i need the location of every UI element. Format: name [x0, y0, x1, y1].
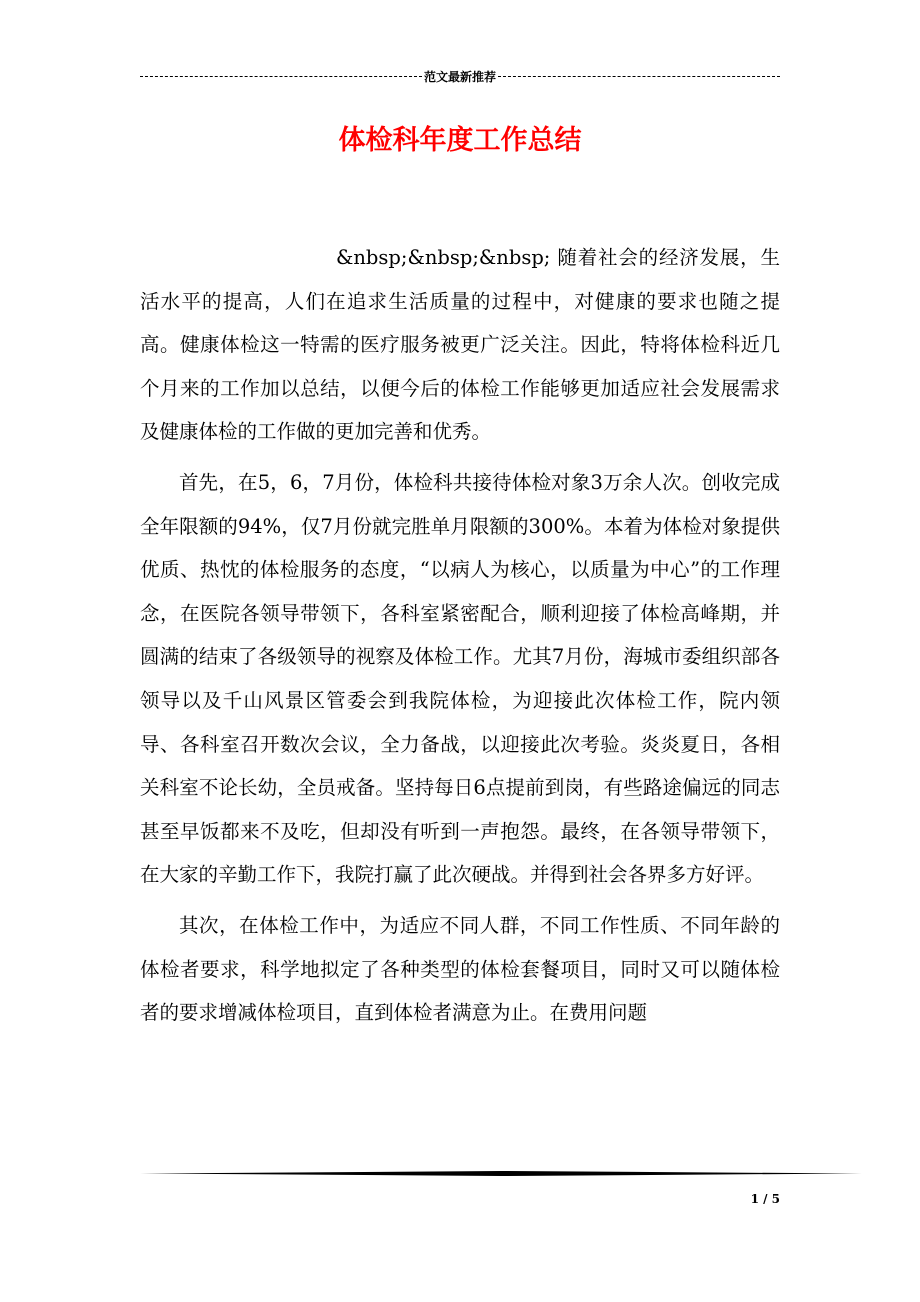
paragraph-2: 首先，在5，6，7月份，体检科共接待体检对象3万余人次。创收完成全年限额的94%，仅7月份就完胜单月限额的300%。本着为体检对象提供优质、热忱的体检服务的态度，“以病人为核心，以质量为中心”的工作理念，在医院各领导带领下，各科室紧密配合，顺利迎接了体检高峰期，并圆满的结束了各级领导的视察及体检工作。尤其7月份，海城市委组织部各领导以及千山风景区管委会到我院体检，为迎接此次体检工作，院内领导、各科室召开数次会议，全力备战，以迎接此次考验。炎炎夏日，各相关科室不论长幼，全员戒备。坚持每日6点提前到岗，有些路途偏远的同志甚至早饭都来不及吃，但却没有听到一声抱怨。最终，在各领导带领下，在大家的辛勤工作下，我院打赢了此次硬战。并得到社会各界多方好评。: [140, 470, 780, 887]
footer-rule: [140, 1171, 862, 1176]
document-title: 体检科年度工作总结: [338, 125, 582, 156]
header-label: 范文最新推荐: [424, 69, 497, 84]
paragraph-3: 其次，在体检工作中，为适应不同人群，不同工作性质、不同年龄的体检者要求，科学地拟定了各种类型的体检套餐项目，同时又可以随体检者的要求增减体检项目，直到体检者满意为止。在费用问题: [140, 913, 780, 1025]
header-banner: [140, 66, 780, 86]
page-number: 1 / 5: [750, 1192, 780, 1206]
header-dash-right: [498, 76, 780, 77]
paragraph-1: [140, 236, 780, 454]
document-body: [140, 236, 780, 1042]
header-dash-left: [140, 76, 422, 77]
paragraph-1-text: &nbsp;&nbsp;&nbsp; 随着社会的经济发展，生活水平的提高，人们在追求生活质量的过程中，对健康的要求也随之提高。健康体检这一特需的医疗服务被更广泛关注。因此，特将体检科近几个月来的工作加以总结，以便今后的体检工作能够更加适应社会发展需求及健康体检的工作做的更加完善和优秀。: [140, 246, 780, 444]
